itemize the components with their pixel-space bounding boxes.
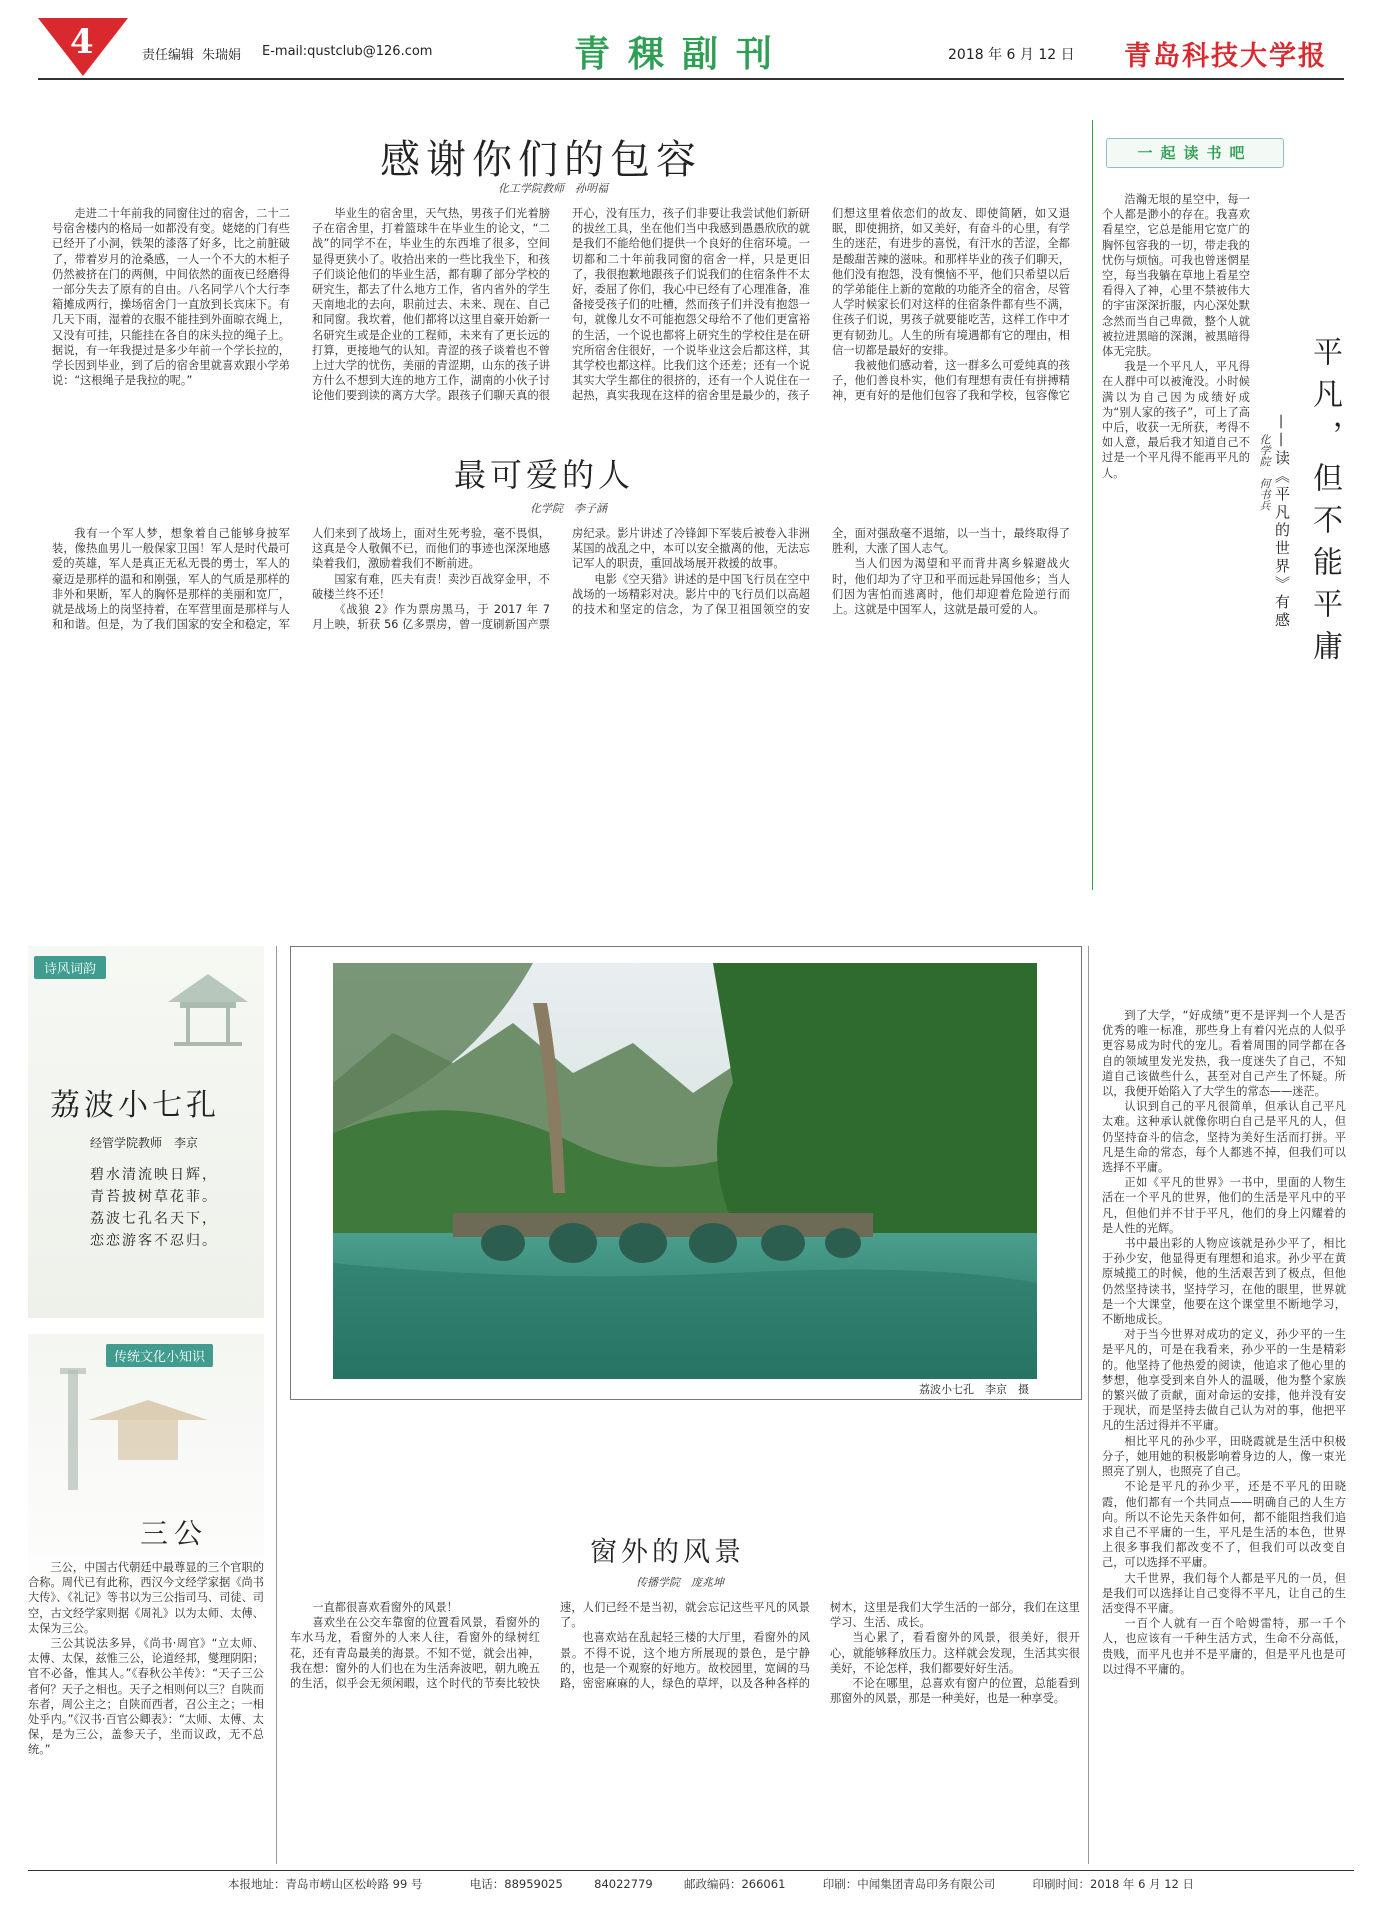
article1-paragraph: 毕业生的宿舍里，天气热，男孩子们光着膀子在宿舍里，打着篮球牛在毕业生的论文，“二战”的同学不在，毕业生的东西堆了很多，空间显得更狭小了。收拾出来的一些比我坐下，和孩子们谈论他们的毕业生活，都有聊了部分学校的研究生，都去了什么地方工作，省内省外的学生天南地北的去向，职前过去、未来、现在、自己和同窗。我坎着，他们都将以这里自豪开始新一名研究生或是企业的工程师，未来有了更长远的打算，更接地气的认知。青涩的孩子谈着也不曾上过大学的忧伤，美丽的青涩期，山东的孩子讲方什么不想到大连的地方工作，湖南的小伙子讨论他们要到读的离方大学。跟孩子们聊天真的很开心，没有压力，孩子们非要让我尝试他们新研的拔丝工具，坐在他们当中我感到愚愚欣欣的就是我们不能给他们提供一个良好的住宿环境。一切都和二十年前我同窗的宿舍一样，只是更旧了，我很抱歉地跟孩子们说我们的住宿条件不太好，委屈了你们，我心中已经有了心理准备，准备接受孩子们的吐槽，然而孩子们并没有抱怨一句，就像儿女不可能抱怨父母给不了他们更富裕的生活，一个说也都将上研究生的学校住是在研究所宿舍住很好，一个说毕业这会后都这样，其其学校也都这样。比我们这个还差；还有一个说其实大学生都住的很挤的，还有一个人说住在一起热，真实我现在这样的宿舍里是最少的，孩子们想这里着依恋们的故友、即使简陋，如又退眠，即使拥挤，如又美好，有奋斗的心里，有学生的迷茫，有进步的喜悦，有汗水的苦涩，全都是酸甜苦辣的滋味。和那样毕业的孩子们聊天，他们没有抱怨，没有懊恼不平，他们只希望以后的学弟能住上新的宽敞的功能齐全的宿舍，尽管人学时候家长们对这样的住宿条件都有些不满，住孩子们说，男孩子就要能吃苦，这样工作中才更有韧劲儿。人生的所有境遇都有它的理由，相信一切都是最好的安排。 bbox=[312, 207, 1070, 403]
article3-title: 窗外的风景 bbox=[590, 1537, 745, 1568]
sidebar-top-rule bbox=[1092, 120, 1093, 890]
poem-column-label: 诗风词韵 bbox=[34, 956, 106, 979]
culture-body bbox=[28, 1560, 264, 1864]
footer-postcode: 邮政编码：266061 bbox=[683, 1877, 786, 1891]
column-divider bbox=[276, 946, 277, 1864]
article2-paragraph: 《战狼 2》作为票房黑马，于 2017 年 7 月上映，斩获 56 亿多票房，曾一度刷新国产票房纪录。影片讲述了冷锋卸下军装后被卷入非洲某国的战乱之中，本可以安全撤离的他，无法忘记军人的职责，重回战场展开救援的故事。 bbox=[312, 527, 810, 632]
page-number: 4 bbox=[70, 22, 94, 62]
masthead: 青岛科技大学报 bbox=[1124, 41, 1327, 72]
editor-label: 责任编辑 bbox=[142, 48, 195, 63]
poem-line: 荔波七孔名天下， bbox=[90, 1211, 218, 1227]
poem-line: 恋恋游客不忍归。 bbox=[90, 1233, 218, 1249]
sidebar-paragraph: 认识到自己的平凡很简单，但承认自己平凡太难。这种承认就像你明白自己是平凡的人，但仍坚持奋斗的信念，坚持为美好生活而打拼。平凡是生命的常态，每个人都逃不掉，但我们可以选择不平庸。 bbox=[1102, 1100, 1346, 1175]
article2-title: 最可爱的人 bbox=[454, 456, 635, 494]
section-title: 青稞副刊 bbox=[573, 33, 790, 75]
editor-name: 朱瑞娟 bbox=[202, 48, 242, 63]
article3-paragraph: 一直都很喜欢看窗外的风景！ bbox=[312, 1601, 458, 1614]
sidebar-paragraph: 大千世界，我们每个人都是平凡的一员，但是我们可以选择让自己变得不平凡，让自己的生活变得不平庸。 bbox=[1102, 1571, 1346, 1615]
temple-pillar-icon bbox=[38, 1360, 248, 1500]
poem-line: 碧水清流映日辉， bbox=[90, 1167, 218, 1183]
issue-date: 2018 年 6 月 12 日 bbox=[948, 47, 1075, 63]
sidebar-paragraph: 我是一个平凡人，平凡得在人群中可以被淹没。小时候满以为自己因为成绩好成为“别人家的孩子”，可上了高中后，收获一无所获，考得不如人意，最后我才知道自己不过是一个平凡得不能再平凡的人。 bbox=[1102, 360, 1250, 480]
footer-rule bbox=[28, 1870, 1354, 1871]
poem-lines bbox=[90, 1164, 218, 1252]
article3-paragraph: 当心累了，看看窗外的风景，很美好，很开心，就能够释放压力。这样就会发现，生活其实很美好，不论怎样，我们都要好好生活。 bbox=[830, 1631, 1080, 1675]
footer-address: 本报地址：青岛市崂山区松岭路 99 号 bbox=[228, 1877, 423, 1891]
header-rule bbox=[38, 78, 1344, 80]
article1-paragraph: 走进二十年前我的同窗住过的宿舍，二十二号宿舍楼内的格局一如都没有变。姥姥的门有些已经开了小洞，铁架的漆落了好多，比之前脏破了，带着岁月的沧桑感，一人一个不大的木柜子仍然被挤在门的两侧，中间依然的面夜已经磨得一部分失去了原有的自由。八名同学八个大行李箱摊成两行，操场宿舍门一直放到长宾床下。有几天下雨，湿着的衣服不能挂到外面晾衣绳上，又没有可挂，只能挂在各自的床头拉的绳子上。据说，有一年我提过是多少年前一个学长拉的，学长因到毕业，到了后的宿舍里就喜欢跟小学弟说：“这根绳子是我拉的呢。” bbox=[52, 207, 290, 388]
section-title-banner bbox=[532, 34, 832, 74]
sidebar-title: 平凡，但不能平庸 bbox=[1307, 336, 1342, 672]
culture-title: 三公 bbox=[140, 1517, 209, 1550]
article2-paragraph: 当人们因为渴望和平而背井离乡躲避战火时，他们却为了守卫和平而远赴异国他乡；当人们因为害怕而逃离时，他们却迎着危险逆行而上。这就是中国军人，这就是最可爱的人。 bbox=[832, 557, 1070, 617]
sidebar-subtitle: ——读《平凡的世界》有感 bbox=[1273, 414, 1291, 630]
photo-frame bbox=[290, 946, 1082, 1400]
poem-box bbox=[28, 946, 264, 1318]
footer-phone2: 84022779 bbox=[594, 1877, 653, 1891]
page-header bbox=[0, 0, 1382, 80]
photo-caption: 荔波小七孔 李京 摄 bbox=[919, 1383, 1029, 1396]
pavilion-icon bbox=[158, 966, 258, 1056]
sidebar-intro bbox=[1102, 192, 1250, 992]
sidebar-paragraph: 不论是平凡的孙少平，还是不平凡的田晓霞，他们都有一个共同点——明确自己的人生方向。所以不论先天条件如何，都不能阻挡我们追求自己不平庸的一生，平凡是生活的本色，世界上很多事我们都改变不了，但我们可以改变自己，可以选择不平庸。 bbox=[1102, 1480, 1346, 1570]
article3-body bbox=[290, 1600, 1080, 1862]
sidebar-paragraph: 浩瀚无垠的星空中，每一个人都是渺小的存在。我喜欢看星空，它总是能用它宽广的胸怀包容我的一切，带走我的忧伤与烦恼。可我也曾迷惘星空，每当我躺在草地上看星空看得入了神，心里不禁被伟大的宇宙深深折服，内心深处默念然而当自己卑微，整个人就被拉进黑暗的深渊，被黑暗得体无完肤。 bbox=[1102, 193, 1250, 359]
lake-bridge-photo bbox=[333, 963, 1037, 1379]
culture-paragraph: 三公，中国古代朝廷中最尊显的三个官职的合称。周代已有此称，西汉今文经学家据《尚书大传》、《礼记》等书以为三公指司马、司徒、司空，古文经学家则据《周礼》以为太师、太傅、太保为三公。 bbox=[28, 1561, 264, 1635]
article2-paragraph: 电影《空天猎》讲述的是中国飞行员在空中战场的一场精彩对决。影片中的飞行员们以高超的技术和坚定的信念，为了保卫祖国领空的安全，面对强敌毫不退缩，以一当十，最终取得了胜利，大涨了国人志气。 bbox=[572, 527, 1070, 617]
footer-print-time: 印刷时间：2018 年 6 月 12 日 bbox=[1032, 1877, 1195, 1891]
article1-body bbox=[52, 206, 1070, 410]
article3-byline: 传播学院 庞兆坤 bbox=[636, 1576, 724, 1589]
article2-byline: 化学院 李子涵 bbox=[530, 502, 607, 515]
culture-paragraph: 三公其说法多异，《尚书·周官》“立太师、太傅、太保，兹惟三公，论道经邦，燮理阴阳；官不必备，惟其人。”《春秋公羊传》：“天子三公者何？天子之相也。天子之相则何以三？自陕而东者，周公主之；自陕而西者，召公主之；一相处乎内。”《汉书·百官公卿表》：“太师、太傅、太保，是为三公，盖参天子，坐而议政，无不总统。” bbox=[28, 1637, 264, 1757]
sidebar-paragraph: 一百个人就有一百个哈姆雷特，那一千个人，也应该有一千种生活方式，生命不分高低，贵贱，而平凡也并不是平庸的，但是平凡也是可以过得不平庸的。 bbox=[1102, 1617, 1346, 1676]
sidebar-body bbox=[1102, 1008, 1346, 1860]
article3-paragraph: 也喜欢站在乱起轻三楼的大厅里，看窗外的风景。不得不说，这个地方所展现的景色，是宁静的，也是一个观察的好地方。故校园里，宽阔的马路，密密麻麻的人，绿色的草坪，以及各种各样的树木，这里是我们大学生活的一部分，我们在这里学习、生活、成长。 bbox=[560, 1601, 1080, 1691]
page-footer bbox=[228, 1876, 1348, 1892]
sidebar-paragraph: 到了大学，“好成绩”更不是评判一个人是否优秀的唯一标准，那些身上有着闪光点的人似乎更容易成为时代的宠儿。看着周围的同学都在各自的领域里发光发热，我一度迷失了自己，不知道自己该做些什么，甚至对自己产生了怀疑。所以，我便开始陷入了大学生的常态——迷茫。 bbox=[1102, 1009, 1346, 1099]
article2-paragraph: 国家有难，匹夫有责！卖沙百战穿金甲，不破楼兰终不还！ bbox=[312, 572, 550, 601]
book-club-tag-label: 一起读书吧 bbox=[1137, 144, 1253, 162]
article1-title: 感谢你们的包容 bbox=[380, 137, 702, 183]
culture-column-label: 传统文化小知识 bbox=[106, 1344, 213, 1367]
sidebar-paragraph: 相比平凡的孙少平，田晓霞就是生活中积极分子，她用她的积极影响着身边的人，像一束光照亮了别人，也照亮了自己。 bbox=[1102, 1434, 1346, 1479]
column-divider bbox=[1088, 946, 1089, 1864]
article1-paragraph: 我被他们感动着，这一群多么可爱纯真的孩子，他们善良朴实，他们有理想有责任有拼搏精神，更有好的是他们包容了我和学校，包容像它 bbox=[832, 359, 1070, 403]
sidebar-paragraph: 对于当今世界对成功的定义，孙少平的一生是平凡的，可是在我看来，孙少平的一生是精彩的。他坚持了他热爱的阅读，他追求了他心里的梦想，他享受到来自外人的温暖，他为整个家族的繁兴做了贡献，面对命运的安排，他并没有安于现状，而是坚持去做自己认为对的事，他把平凡的生活过得并不平庸。 bbox=[1102, 1328, 1346, 1433]
poem-title: 荔波小七孔 bbox=[50, 1088, 220, 1123]
article1-byline: 化工学院教师 孙明福 bbox=[498, 182, 608, 195]
footer-printer: 印刷：中闻集团青岛印务有限公司 bbox=[822, 1877, 996, 1891]
footer-phone: 电话：88959025 bbox=[469, 1877, 563, 1891]
poem-byline: 经管学院教师 李京 bbox=[90, 1136, 199, 1150]
sidebar-paragraph: 书中最出彩的人物应该就是孙少平了，相比于孙少安，他显得更有理想和追求。孙少平在黄原城揽工的时候，他的生活艰苦到了极点，但他仍然坚持读书，坚持学习，在他的眼里，世界就是一个大课堂，他要在这个课堂里不断地学习，不断地成长。 bbox=[1102, 1237, 1346, 1327]
editor-email: E-mail:qustclub@126.com bbox=[262, 44, 433, 59]
book-club-tag bbox=[1106, 138, 1284, 168]
article3-paragraph: 喜欢坐在公交车靠窗的位置看风景，看窗外的车水马龙，看窗外的人来人往，看窗外的绿树红花，还有青岛最美的海景。不知不觉，就会出神，我在想：窗外的人们也在为生活奔波吧，朝九晚五的生活，似乎会无须闲暇，这个时代的节奏比较快速，人们已经不是当初，就会忘记这些平凡的风景了。 bbox=[290, 1601, 810, 1691]
article2-body bbox=[52, 526, 1070, 906]
poem-line: 青苔披树草花菲。 bbox=[90, 1189, 218, 1205]
article2-paragraph: 我有一个军人梦，想象着自己能够身披军装，像热血男儿一般保家卫国！军人是时代最可爱的英雄，军人是真正无私无畏的勇士，军人的豪迈是那样的温和和刚强，军人的气质是那样的非外和果断，军人的胸怀是那样的美丽和宽厂，就是战场上的岗坚持着，在军营里面是那样与人和和谐。但是，为了我们国家的安全和稳定，军人们来到了战场上，面对生死考验，毫不畏惧，这真是令人敬佩不已，而他们的事迹也深深地感染着我们，激励着我们不断前进。 bbox=[52, 527, 550, 632]
sidebar-paragraph: 正如《平凡的世界》一书中，里面的人物生活在一个平凡的世界，他们的生活是平凡中的平凡，但他们并不甘于平凡，他们的身上闪耀着的是人性的光辉。 bbox=[1102, 1176, 1346, 1235]
sidebar-byline: 化学院 何书兵 bbox=[1258, 434, 1271, 511]
article3-paragraph: 不论在哪里，总喜欢有窗户的位置，总能看到那窗外的风景，那是一种美好，也是一种享受。 bbox=[830, 1677, 1080, 1706]
